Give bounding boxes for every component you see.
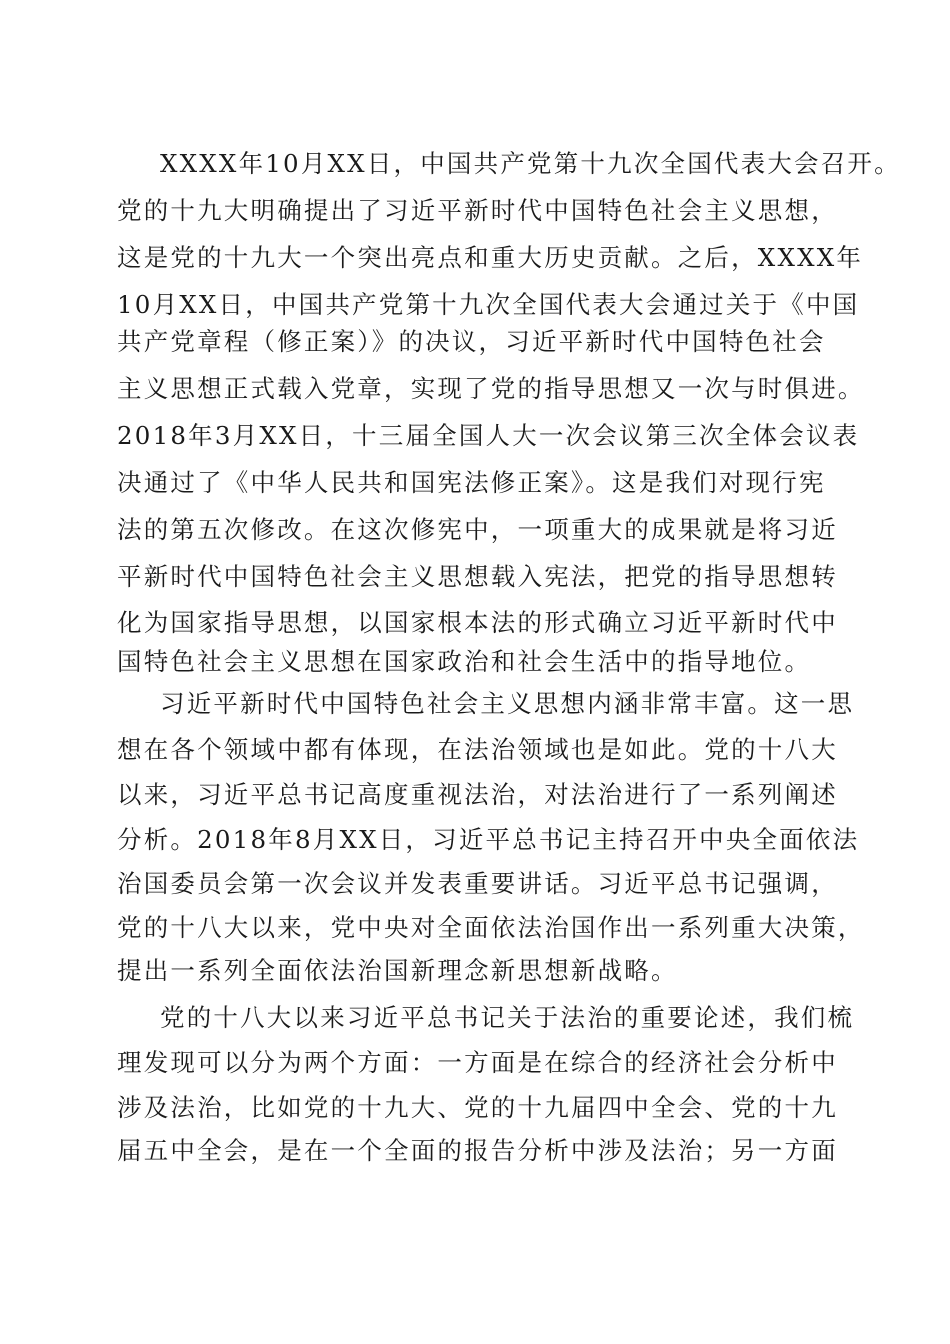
- paragraph-2-line-4: 分析。2018年8月XX日，习近平总书记主持召开中央全面依法: [117, 825, 860, 854]
- paragraph-1-line-10: 平新时代中国特色社会主义思想载入宪法，把党的指导思想转: [117, 562, 838, 591]
- paragraph-2-line-5: 治国委员会第一次会议并发表重要讲话。习近平总书记强调，: [117, 869, 838, 898]
- paragraph-1-line-6: 主义思想正式载入党章，实现了党的指导思想又一次与时俱进。: [117, 374, 865, 403]
- paragraph-3-line-3: 涉及法治，比如党的十九大、党的十九届四中全会、党的十九: [117, 1093, 838, 1122]
- paragraph-3-line-2: 理发现可以分为两个方面：一方面是在综合的经济社会分析中: [117, 1048, 838, 1077]
- paragraph-1-line-1: XXXX年10月XX日，中国共产党第十九次全国代表大会召开。: [160, 149, 901, 178]
- paragraph-1-line-8: 决通过了《中华人民共和国宪法修正案》。这是我们对现行宪: [117, 468, 826, 497]
- paragraph-2-line-1: 习近平新时代中国特色社会主义思想内涵非常丰富。这一思: [160, 689, 855, 718]
- paragraph-1-line-2: 党的十九大明确提出了习近平新时代中国特色社会主义思想，: [117, 196, 838, 225]
- paragraph-1-line-4: 10月XX日，中国共产党第十九次全国代表大会通过关于《中国: [117, 290, 860, 319]
- paragraph-1-line-5: 共产党章程（修正案）》的决议，习近平新时代中国特色社会: [117, 327, 826, 356]
- paragraph-2-line-2: 想在各个领域中都有体现，在法治领域也是如此。党的十八大: [117, 735, 838, 764]
- paragraph-1-line-11: 化为国家指导思想，以国家根本法的形式确立习近平新时代中: [117, 608, 838, 637]
- paragraph-3-line-1: 党的十八大以来习近平总书记关于法治的重要论述，我们梳: [160, 1003, 855, 1032]
- paragraph-1-line-12: 国特色社会主义思想在国家政治和社会生活中的指导地位。: [117, 647, 812, 676]
- paragraph-1-line-3: 这是党的十九大一个突出亮点和重大历史贡献。之后，XXXX年: [117, 243, 864, 272]
- paragraph-1-line-7: 2018年3月XX日，十三届全国人大一次会议第三次全体会议表: [117, 421, 860, 450]
- paragraph-2-line-6: 党的十八大以来，党中央对全面依法治国作出一系列重大决策，: [117, 913, 865, 942]
- paragraph-2-line-7: 提出一系列全面依法治国新理念新思想新战略。: [117, 956, 678, 985]
- paragraph-2-line-3: 以来，习近平总书记高度重视法治，对法治进行了一系列阐述: [117, 780, 838, 809]
- paragraph-3-line-4: 届五中全会，是在一个全面的报告分析中涉及法治；另一方面: [117, 1136, 838, 1165]
- paragraph-1-line-9: 法的第五次修改。在这次修宪中，一项重大的成果就是将习近: [117, 515, 838, 544]
